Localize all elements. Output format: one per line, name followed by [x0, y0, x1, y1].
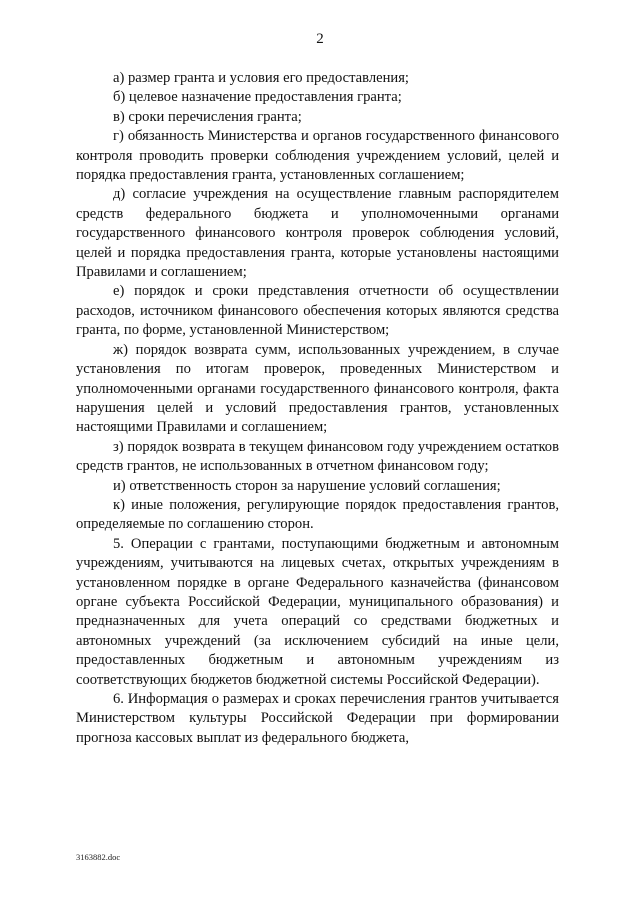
paragraph-item-b: б) целевое назначение предоставления гранта;	[113, 89, 402, 106]
document-body	[76, 69, 559, 748]
paragraph-item-v: в) сроки перечисления гранта;	[113, 108, 302, 125]
paragraph-item-i: и) ответственность сторон за нарушение условий соглашения;	[113, 477, 501, 494]
paragraph-item-zh: ж) порядок возврата сумм, использованных учреждением, в случае установления по итогам проверок, проведенных Министерством и уполномоченными органами государственного финансового контроля, факта нарушения целей и условий предоставления грантов, установленных настоящими Правилами и соглашением;	[76, 341, 559, 436]
paragraph-section-5: 5. Операции с грантами, поступающими бюджетным и автономным учреждениям, учитываются на лицевых счетах, открытых учреждениям в установленном порядке в органе Федерального казначейства (финансовом органе субъекта Российской Федерации, муниципального образования) и предназначенных для учета операций со средствами бюджетных и автономных учреждений (за исключением субсидий на иные цели, предоставленных бюджетным и автономным учреждениям из соответствующих бюджетов бюджетной системы Российской Федерации).	[76, 535, 559, 688]
paragraph-item-k: к) иные положения, регулирующие порядок предоставления грантов, определяемые по соглашению сторон.	[76, 496, 559, 533]
paragraph-section-6: 6. Информация о размерах и сроках перечисления грантов учитывается Министерством культуры Российской Федерации при формировании прогноза кассовых выплат из федерального бюджета,	[76, 691, 559, 746]
paragraph-item-z: з) порядок возврата в текущем финансовом году учреждением остатков средств грантов, не использованных в отчетном финансовом году;	[76, 438, 559, 475]
document-file-code: 3163882.doc	[76, 852, 121, 862]
page-number: 2	[316, 31, 324, 47]
paragraph-item-e: е) порядок и сроки представления отчетности об осуществлении расходов, источником финансового обеспечения которых являются средства гранта, по форме, установленной Министерством;	[76, 283, 559, 339]
paragraph-item-d: д) согласие учреждения на осуществление главным распорядителем средств федерального бюджета и уполномоченными органами государственного финансового контроля проверок соблюдения условий, целей и порядка предоставления гранта, которые установлены настоящими Правилами и соглашением;	[76, 186, 559, 281]
paragraph-item-a: а) размер гранта и условия его предоставления;	[113, 70, 409, 86]
paragraph-item-g: г) обязанность Министерства и органов государственного финансового контроля проводить проверки соблюдения учреждением условий, целей и порядка предоставления гранта, установленных соглашением;	[76, 128, 559, 184]
